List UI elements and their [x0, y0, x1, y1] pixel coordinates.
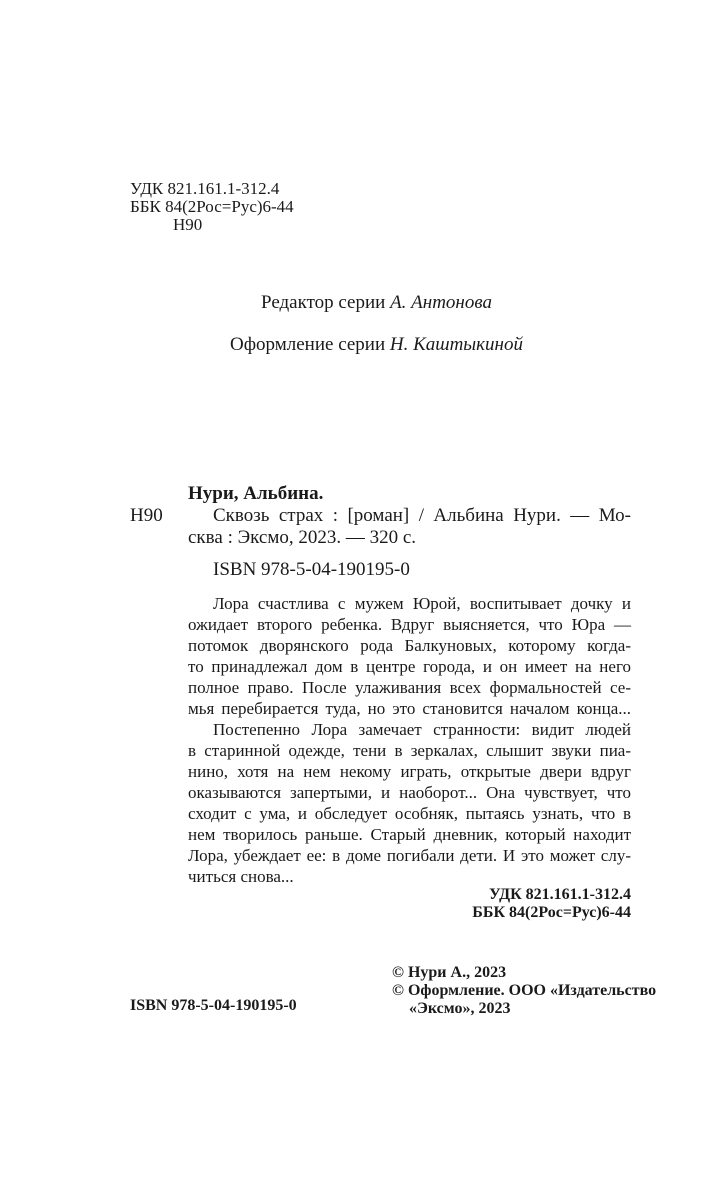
annotation-line: в старинной одежде, тени в зеркалах, слышит звуки пиа-: [188, 741, 631, 760]
udk-code: УДК 821.161.1-312.4: [130, 179, 280, 198]
series-editor: [261, 293, 492, 312]
bbk-code: ББК 84(2Рос=Рус)6-44: [130, 197, 294, 216]
annotation-line: читься снова...: [188, 867, 294, 886]
annotation-line: сходит с ума, и обследует особняк, пытаясь узнать, что в: [188, 804, 631, 823]
annotation-line: ожидает второго ребенка. Вдруг выясняется, что Юра —: [188, 615, 631, 634]
copyright-design-line-1: © Оформление. ООО «Издательство: [392, 982, 657, 999]
udk-code-bottom: УДК 821.161.1-312.4: [488, 886, 631, 903]
annotation-line: оказываются запертыми, и наоборот... Она чувствует, что: [188, 783, 631, 802]
series-design: [230, 335, 523, 354]
series-editor-name: А. Антонова: [390, 292, 492, 313]
bbk-code-bottom: ББК 84(2Рос=Рус)6-44: [472, 904, 631, 921]
annotation-line: потомок дворянского рода Балкуновых, которому когда-: [188, 636, 631, 655]
annotation-line: Постепенно Лора замечает странности: видит людей: [213, 720, 631, 739]
copyright-author: © Нури А., 2023: [392, 964, 507, 981]
catalog-title-line-2: сква : Эксмо, 2023. — 320 с.: [188, 527, 417, 548]
series-design-name: Н. Каштыкиной: [389, 334, 523, 355]
annotation-line: полное право. После улаживания всех формальностей се-: [188, 678, 631, 697]
catalog-title-line-1: Сквозь страх : [роман] / Альбина Нури. — Мо-: [213, 505, 631, 526]
series-design-label: Оформление серии: [230, 334, 386, 355]
catalog-author: Нури, Альбина.: [188, 483, 324, 504]
annotation-line: Лора счастлива с мужем Юрой, воспитывает дочку и: [213, 594, 631, 613]
series-editor-label: Редактор серии: [261, 292, 386, 313]
annotation-line: нем творилось раньше. Старый дневник, который находит: [188, 825, 631, 844]
annotation-line: то принадлежал дом в центре города, и он имеет на него: [188, 657, 631, 676]
catalog-author-mark: Н90: [130, 505, 163, 526]
author-mark: Н90: [173, 215, 203, 234]
isbn-bottom: ISBN 978-5-04-190195-0: [130, 997, 297, 1014]
annotation-line: мья перебирается туда, но это становится началом конца...: [188, 699, 631, 718]
annotation-line: нино, хотя на нем некому играть, открытые двери вдруг: [188, 762, 631, 781]
annotation-line: Лора, убеждает ее: в доме погибали дети. И это может слу-: [188, 846, 631, 865]
copyright-design-line-2: «Эксмо», 2023: [409, 1000, 511, 1017]
catalog-isbn: ISBN 978-5-04-190195-0: [213, 559, 410, 580]
